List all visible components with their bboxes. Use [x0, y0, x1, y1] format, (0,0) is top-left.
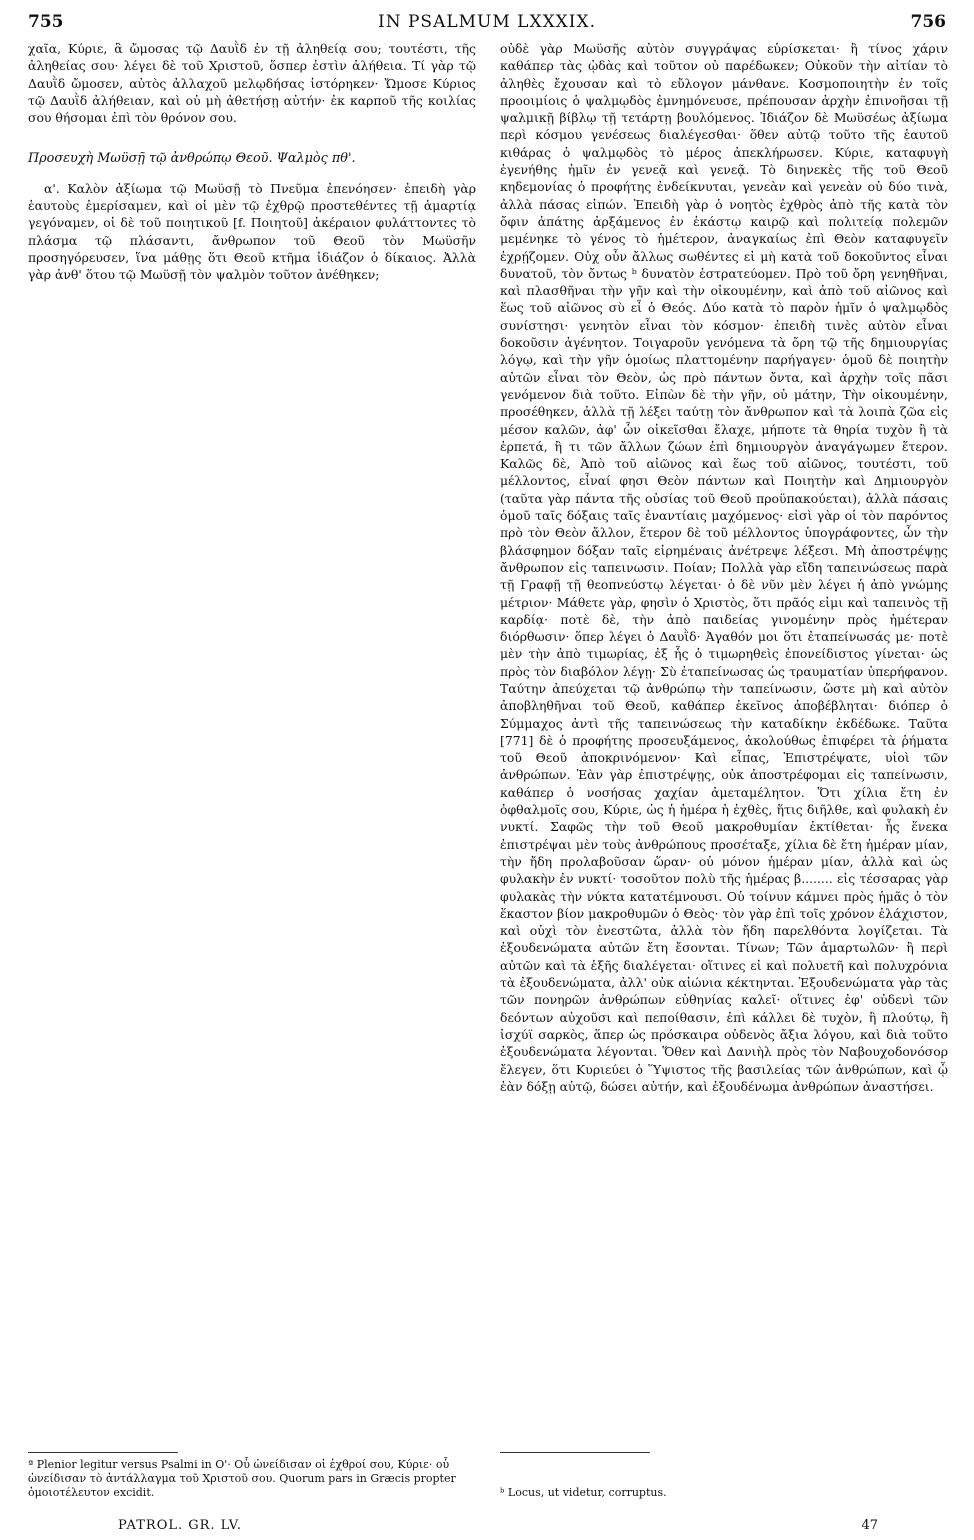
footnote-b: ᵇ Locus, ut videtur, corruptus.	[500, 1486, 667, 1499]
signature-mark: PATROL. GR. LV.	[118, 1518, 243, 1533]
footnote-a: ª Plenior legitur versus Psalmi in O'· Οὗ ὠνείδισαν οἱ ἐχθροί σου, Κύριε· οὗ ὠνείδισαν τὸ ἀντάλλαγμα τοῦ Χριστοῦ σου. Quorum pars in Græcis propter ὁμοιοτέλευτον excidit.	[28, 1458, 456, 1499]
running-title: IN PSALMUM LXXXIX.	[377, 12, 596, 32]
signature-number: 47	[861, 1518, 878, 1533]
page-header	[28, 8, 946, 38]
page-number-right: 756	[910, 12, 946, 32]
footnote-separator-left	[28, 1452, 178, 1453]
psalm-paragraph: α'. Καλὸν ἀξίωμα τῷ Μωϋσῇ τὸ Πνεῦμα ἐπενόησεν· ἐπειδὴ γὰρ ἑαυτοὺς ἐμερίσαμεν, καὶ οἱ μὲν τῷ ἐχθρῷ προστεθέντες τῇ ἁμαρτίᾳ γεγόναμεν, οἱ δὲ τοῦ ποιητικοῦ [f. Ποιητοῦ] ἀκέραιον φυλάττοντες τὸ πλάσμα τῷ πλάσαντι, ἄνθρωπον τοῦ Θεοῦ τὸν Μωϋσῆν προσηγόρευσεν, ἵνα μάθῃς ὅτι Θεοῦ κτῆμα ἰδιάζον ὁ δίκαιος. Ἀλλὰ γὰρ ἀνθ' ὅτου τῷ Μωϋσῇ τὸν ψαλμὸν τοῦτον ἀνέθηκεν;	[28, 180, 476, 283]
left-column	[28, 40, 476, 284]
page-number-left: 755	[28, 12, 64, 32]
left-paragraph-1: χαῖα, Κύριε, ἃ ὤμοσας τῷ Δαυῒδ ἐν τῇ ἀληθείᾳ σου; τουτέστι, τῆς ἀληθείας σου· λέγει δὲ τοῦ Χριστοῦ, ὅσπερ ἐστὶν ἀλήθεια. Τί γὰρ τῷ Δαυῒδ ὤμοσεν, αὐτὸς ἀλλαχοῦ μελῳδήσας ἱστόρηκεν· Ὤμοσε Κύριος τῷ Δαυῒδ ἀλήθειαν, καὶ οὐ μὴ ἀθετήσῃ αὐτήν· ἐκ καρποῦ τῆς κοιλίας σου θήσομαι ἐπὶ τὸν θρόνον σου.	[28, 41, 476, 126]
right-paragraph-1: οὐδὲ γὰρ Μωϋσῆς αὐτὸν συγγράψας εὑρίσκεται· ἢ τίνος χάριν καθάπερ τὰς ᾠδὰς καὶ τοῦτον οὐ παρέδωκεν; Οὐκοῦν τὴν αἰτίαν τὸ ἀληθὲς ἔχουσαν καὶ τὸ εὔλογον μάνθανε. Κοσμοποιητὴν ἐν τοῖς προοιμίοις ὁ ψαλμῳδὸς ἐμνημόνευσε, πρέπουσαν ἀρχὴν ἐπινοῆσαι τῇ ψαλμικῇ βίβλῳ τῇ τετάρτῃ βουλόμενος. Ἰδιάζον δὲ Μωϋσέως ἀξίωμα περὶ κόσμου γενέσεως διαλέγεσθαι· ὅθεν αὐτῷ τοῦτο τῆς ἑαυτοῦ κιθάρας ὁ ψαλμῳδὸς τὸ μέρος ἀπεκλήρωσεν. Κύριε, καταφυγὴ ἐγενήθης ἡμῖν ἐν γενεᾷ καὶ γενεᾷ. Τὸ διηνεκὲς τῆς τοῦ Θεοῦ κηδεμονίας ὁ προφήτης ἐνδείκνυται, γενεὰν καὶ γενεὰν οὐ δύο τινὰ, ἀλλὰ πάσας εἰπών. Ἐπειδὴ γὰρ ὁ νοητὸς ἐχθρὸς ἀπὸ τῆς κατὰ τὸν ὄφιν ἀπάτης ἀρξάμενος ἐν ἑκάστῳ καιρῷ καὶ πολιτείᾳ πολεμῶν μεμένηκε τὸ γένος τὸ ἡμέτερον, ἀναγκαίως ἐπὶ Θεὸν καταφυγεῖν ἐχρῄζομεν. Οὐχ οὖν ἄλλως σωθέντες εἰ μὴ κατὰ τοῦ δοκοῦντος εἶναι δυνατοῦ, τὸν ὄντως ᵇ δυνατὸν ἐστρατεύομεν. Πρὸ τοῦ ὄρη γενηθῆναι, καὶ πλασθῆναι τὴν γῆν καὶ τὴν οἰκουμένην, καὶ ἀπὸ τοῦ αἰῶνος καὶ ἕως τοῦ αἰῶνος σὺ εἶ ὁ Θεός. Δύο κατὰ τὸ παρὸν ἡμῖν ὁ ψαλμῳδὸς συνίστησι· γενητὸν εἶναι τὸν κόσμον· ἐπειδὴ τινὲς αὐτὸν εἶναι δοκοῦσιν ἀγένητον. Τοιγαροῦν γενόμενα τὰ ὄρη τῷ τῆς δημιουργίας λόγῳ, καὶ τὴν γῆν ὁμοίως πλαττομένην παρήγαγεν· ὁμοῦ δὲ ποιητὴν αὐτῶν εἶναι τὸν Θεὸν, ὡς πρὸ πάντων ὄντα, καὶ ἀρχὴν τοῖς πᾶσι γενόμενον διὰ τοῦτο. Εἰπὼν δὲ τὴν γῆν, οὐ μάτην, Τὴν οἰκουμένην, προσέθηκεν, ἀλλὰ τῇ λέξει ταύτῃ τὸν ἄνθρωπον καὶ τὰ λοιπὰ ζῶα εἰς μέσον καλῶν, ἀφ' ὧν οἰκεῖσθαι ἔλαχε, μήποτε τὰ θηρία τυχὸν ἢ τὰ ἑρπετά, ἢ τι τῶν ἄλλων ζώων ἐπὶ δημιουργὸν ἀναγάγωμεν ἕτερον. Καλῶς δὲ, Ἀπὸ τοῦ αἰῶνος καὶ ἕως τοῦ αἰῶνος, τουτέστι, τοῦ μέλλοντος, εἶναί φησι Θεὸν πάντων καὶ Ποιητὴν καὶ Δημιουργὸν (ταῦτα γὰρ πάντα τῆς οὐσίας τοῦ Θεοῦ προϋπακούεται), ἀλλὰ πάσαις ὁμοῦ ταῖς δόξαις ταῖς ἐναντίαις μαχόμενος· εἰσὶ γὰρ οἱ τὸν παρόντος πρὸ τὸν Θεὸν ἄλλον, ἕτερον δὲ τοῦ μέλλοντος ὑπογράφοντες, ὧν τὴν βλάσφημον δόξαν ταῖς εἰρημέναις ἀνέτρεψε λέξεσι. Μὴ ἀποστρέψῃς ἄνθρωπον εἰς ταπεινωσιν. Ποίαν; Πολλὰ γὰρ εἴδη ταπεινώσεως παρὰ τῇ Γραφῇ τῇ θεοπνεύστῳ λέγεται· ὁ δὲ νῦν μὲν λέγει ἡ ἀπὸ γνώμης μέτριον· Μάθετε γὰρ, φησὶν ὁ Χριστὸς, ὅτι πρᾶός εἰμι καὶ ταπεινὸς τῇ καρδίᾳ· ποτὲ δὲ, τὴν ἀπὸ παιδείας γινομένην πρὸς ἡμέτεραν διόρθωσιν· ὅπερ λέγει ὁ Δαυῒδ· Ἀγαθόν μοι ὅτι ἐταπείνωσάς με· ποτὲ μὲν τὴν ἀπὸ τιμωρίας, ἐξ ἧς ὁ τιμωρηθεὶς ἐπονείδιστος γίνεται· ὡς πρὸς τὸν διαβόλον λέγῃ· Σὺ ἐταπείνωσας ὡς τραυματίαν ὑπερήφανον. Ταύτην ἀπεύχεται τῷ ἀνθρώπῳ τὴν ταπείνωσιν, ὥστε μὴ καὶ αὐτὸν ἀποβληθῆναι τοῦ Θεοῦ, καθάπερ ἐκεῖνος ἀποβέβληται· διόπερ ὁ Σύμμαχος ἀντὶ τῆς ταπεινώσεως τὴν καταδίκην ἐκδέδωκε. Ταῦτα [771] δὲ ὁ προφήτης προσευξάμενος, ἀκολούθως ἐπιφέρει τὰ ῥήματα τοῦ Θεοῦ ἀποκρινόμενον· Καὶ εἶπας, Ἐπιστρέψατε, υἱοὶ τῶν ἀνθρώπων. Ἐὰν γὰρ ἐπιστρέψῃς, οὐκ ἀποστρέφομαι εἰς ταπείνωσιν, καθάπερ ὁ νοσήσας χαχίαν ἀμεταμέλητον. Ὅτι χίλια ἔτη ἐν ὀφθαλμοῖς σου, Κύριε, ὡς ἡ ἡμέρα ἡ ἐχθὲς, ἥτις διῆλθε, καὶ φυλακὴ ἐν νυκτί. Σαφῶς τὴν τοῦ Θεοῦ μακροθυμίαν ἐκτίθεται· ἧς ἕνεκα ἐπιστρέψαι μὲν τοὺς ἀνθρώπους προσέταξε, χίλια δὲ ἔτη ἡμέραν μίαν, τὴν ἤδη προλαβοῦσαν ὥραν· οὐ μόνον ἡμέραν μίαν, ἀλλὰ καὶ ὡς φυλακὴν ἐν νυκτί· τοσοῦτον πολὺ τῆς ἡμέρας β........ εἰς τέσσαρας γὰρ φυλακὰς τὴν νύκτα κατατέμνουσι. Οὐ τοίνυν κάμνει πρὸς ἡμᾶς ὁ τὸν ἕκαστον βίον μακροθυμῶν ὁ Θεὸς· τὸν γὰρ ἐπὶ τοῖς χρόνον ἐλάχιστον, καὶ οὐχὶ τὸν ἐνεστῶτα, ἀλλὰ τὸν ἤδη παρελθόντα λογίζεται. Τὰ ἐξουδενώματα αὐτῶν ἔτη ἔσονται. Τίνων; Τῶν ἁμαρτωλῶν· ἢ περὶ αὐτῶν καὶ τὰ ἑξῆς διαλέγεται· οἵτινες εἰ καὶ πολυετῆ καὶ πολυχρόνια τὰ ἐξουδενώματα, ἀλλ' οὐκ αἰώνια κέκτηνται. Ἐξουδενώματα γὰρ τὰς τῶν πονηρῶν ἀνθρώπων εὐθηνίας καλεῖ· οἵτινες ἐφ' οὐδενὶ τῶν δεόντων αὐχοῦσι καὶ πεποίθασιν, ἐπὶ κάλλει δὲ τυχὸν, ἢ πλούτῳ, ἢ ἰσχύϊ σαρκὸς, ἅπερ ὡς πρόσκαιρα οὐδενὸς ἄξια λόγου, καὶ διὰ τοῦτο ἐξουδενώματα λέγονται. Ὅθεν καὶ Δανιὴλ πρὸς τὸν Ναβουχοδονόσορ ἔλεγεν, ὅτι Κυριεύει ὁ Ὕψιστος τῆς βασιλείας τῶν ἀνθρώπων, καὶ ᾧ ἐὰν δόξῃ αὐτῷ, δώσει αὐτήν, καὶ ἐξουδένωμα ἀνθρώπων ἀναστήσει.	[500, 41, 948, 1094]
psalm-heading: Προσευχὴ Μωϋσῇ τῷ ἀνθρώπῳ Θεοῦ. Ψαλμὸς πθ'.	[28, 151, 356, 167]
right-column	[500, 40, 948, 1095]
footnote-separator-right	[500, 1452, 650, 1453]
